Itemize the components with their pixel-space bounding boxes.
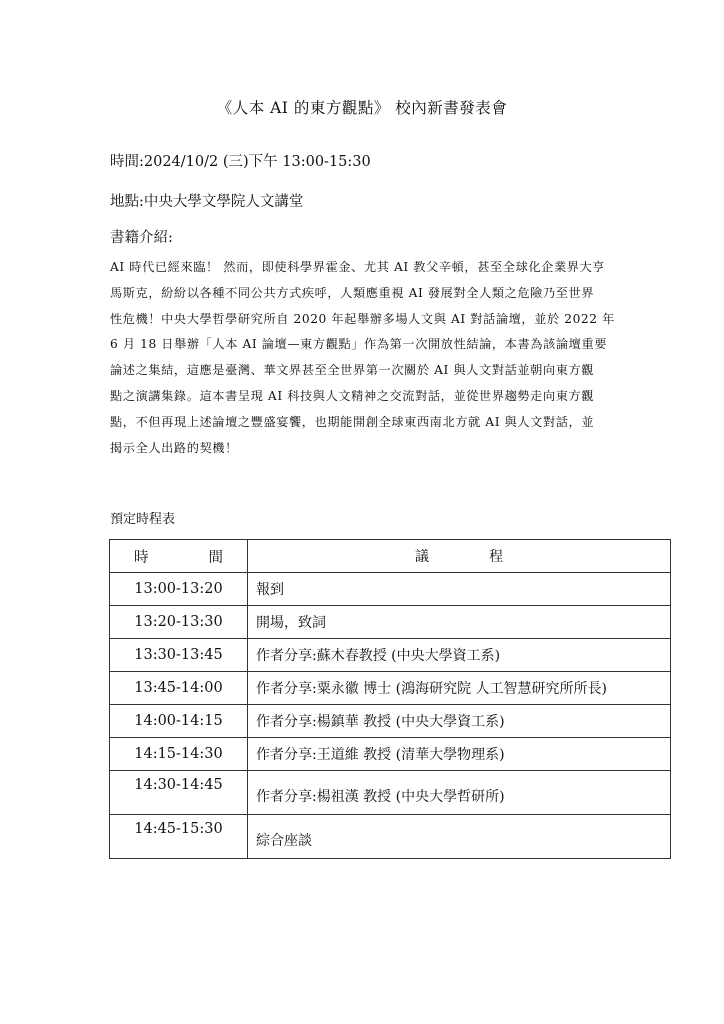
book-intro-paragraph	[110, 255, 620, 461]
intro-line: 性危機！中央大學哲學研究所自 2020 年起舉辦多場人文與 AI 對話論壇，並於 2022 年	[110, 311, 615, 326]
time-cell: 13:45-14:00	[110, 672, 248, 705]
table-row	[110, 606, 671, 639]
time-cell: 13:30-13:45	[110, 639, 248, 672]
time-cell: 14:15-14:30	[110, 738, 248, 771]
intro-line: AI 時代已經來臨！ 然而，即使科學界霍金、尤其 AI 教父辛頓，甚至全球化企業界大亨	[110, 260, 606, 274]
schedule-label: 預定時程表	[110, 512, 176, 527]
book-intro-label: 書籍介紹:	[110, 230, 173, 246]
agenda-cell: 開場，致詞	[248, 606, 671, 639]
table-row	[110, 672, 671, 705]
table-row	[110, 639, 671, 672]
time-cell: 14:00-14:15	[110, 705, 248, 738]
table-row	[110, 771, 671, 815]
time-cell: 13:00-13:20	[110, 573, 248, 606]
time-cell: 14:30-14:45	[110, 771, 248, 815]
agenda-cell: 作者分享:粟永徽 博士 (鴻海研究院 人工智慧研究所所長)	[248, 672, 671, 705]
header-agenda: 議 程	[248, 540, 671, 573]
event-time: 時間:2024/10/2 (三)下午 13:00-15:30	[110, 154, 371, 170]
intro-line: 點，不但再現上述論壇之豐盛宴饗，也期能開創全球東西南北方就 AI 與人文對話，並	[110, 414, 595, 429]
table-header-row	[110, 540, 671, 573]
agenda-cell: 作者分享:蘇木春教授 (中央大學資工系)	[248, 639, 671, 672]
agenda-cell: 作者分享:王道維 教授 (清華大學物理系)	[248, 738, 671, 771]
document-title: 《人本 AI 的東方觀點》 校內新書發表會	[216, 99, 508, 117]
intro-line: 論述之集結，這應是臺灣、華文界甚至全世界第一次關於 AI 與人文對話並朝向東方觀	[110, 363, 595, 378]
schedule-table	[109, 539, 671, 859]
agenda-cell: 作者分享:楊祖漢 教授 (中央大學哲研所)	[248, 771, 671, 815]
header-time: 時 間	[110, 540, 248, 573]
table-row	[110, 705, 671, 738]
intro-line: 馬斯克，紛紛以各種不同公共方式疾呼，人類應重視 AI 發展對全人類之危險乃至世界	[110, 285, 595, 300]
table-row	[110, 573, 671, 606]
intro-line: 揭示全人出路的契機！	[110, 440, 238, 455]
intro-line: 6 月 18 日舉辦「人本 AI 論壇—東方觀點」作為第一次開放性結論，本書為該論壇重要	[110, 337, 608, 352]
table-row	[110, 738, 671, 771]
time-cell: 13:20-13:30	[110, 606, 248, 639]
table-row	[110, 815, 671, 859]
event-location: 地點:中央大學文學院人文講堂	[110, 194, 304, 210]
agenda-cell: 作者分享:楊鎮華 教授 (中央大學資工系)	[248, 705, 671, 738]
time-cell: 14:45-15:30	[110, 815, 248, 859]
agenda-cell: 報到	[248, 573, 671, 606]
agenda-cell: 綜合座談	[248, 815, 671, 859]
intro-line: 點之演講集錄。這本書呈現 AI 科技與人文精神之交流對話，並從世界趨勢走向東方觀	[110, 388, 595, 403]
